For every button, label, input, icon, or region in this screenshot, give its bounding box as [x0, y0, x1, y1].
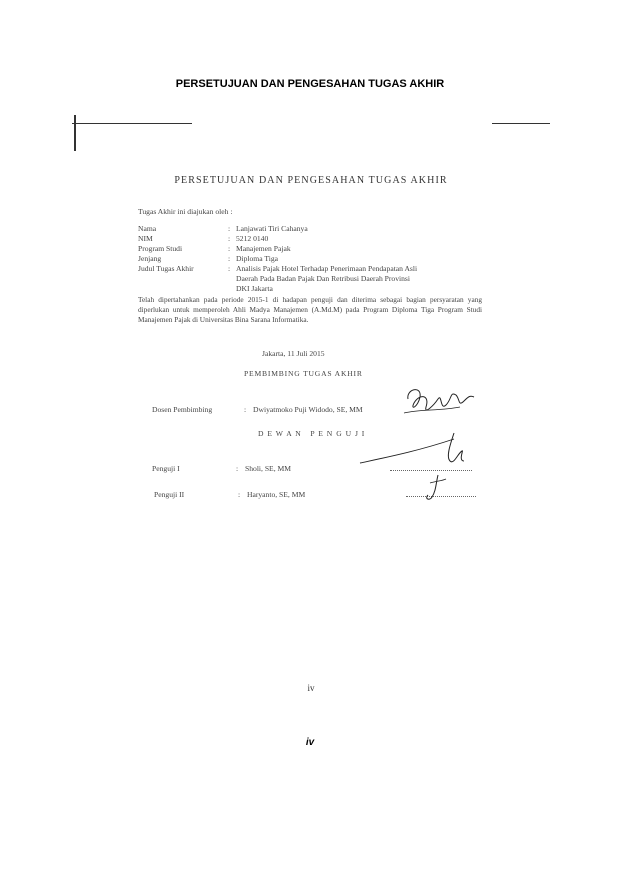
scanned-page	[72, 113, 550, 713]
page-number: iv	[305, 737, 315, 748]
field-value: Lanjawati Tiri Cahanya	[236, 224, 308, 233]
signature-image	[400, 381, 480, 421]
scanned-page-number: iv	[307, 683, 315, 693]
place-date: Jakarta, 11 Juli 2015	[262, 349, 325, 358]
examiner-label: Penguji I	[152, 464, 180, 473]
field-colon: :	[244, 405, 247, 414]
signature-image	[358, 431, 478, 471]
examiner-name: Sholi, SE, MM	[245, 464, 291, 473]
supervisor-label: Dosen Pembimbing	[152, 405, 213, 414]
page-title: PERSETUJUAN DAN PENGESAHAN TUGAS AKHIR	[175, 78, 445, 90]
field-value: Analisis Pajak Hotel Terhadap Penerimaan Pendapatan Asli	[236, 264, 418, 273]
field-value: DKI Jakarta	[236, 284, 273, 293]
examiners-heading: D E W A N P E N G U J I	[258, 429, 366, 438]
field-value: 5212 0140	[236, 234, 269, 243]
field-label: Jenjang	[138, 254, 162, 263]
field-colon: :	[228, 224, 231, 233]
field-colon: :	[238, 490, 241, 499]
supervisor-name: Dwiyatmoko Puji Widodo, SE, MM	[253, 405, 363, 414]
examiner-name: Haryanto, SE, MM	[247, 490, 306, 499]
field-colon: :	[228, 254, 231, 263]
field-label: Program Studi	[138, 244, 183, 253]
field-label: Nama	[138, 224, 157, 233]
field-label: NIM	[138, 234, 153, 243]
field-colon: :	[228, 234, 231, 243]
examiner-label: Penguji II	[154, 490, 185, 499]
field-value: Manajemen Pajak	[236, 244, 291, 253]
approval-paragraph: Telah dipertahankan pada periode 2015-1 di hadapan penguji dan diterima sebagai bagian persyaratan yang diperlukan untuk memperoleh Ahli Madya Manajemen (A.Md.M) pada Program Diploma Tiga Program Studi Manajemen Pajak di Universitas Bina Sarana Informatika.	[138, 295, 482, 325]
field-value: Diploma Tiga	[236, 254, 278, 263]
scan-edge-mark	[74, 115, 76, 151]
field-label: Judul Tugas Akhir	[138, 264, 194, 273]
document-title: PERSETUJUAN DAN PENGESAHAN TUGAS AKHIR	[174, 175, 448, 186]
scan-edge-line	[72, 123, 192, 124]
field-colon: :	[228, 264, 231, 273]
scan-edge-line	[492, 123, 550, 124]
signature-image	[420, 473, 450, 503]
supervisor-heading: PEMBIMBING TUGAS AKHIR	[244, 369, 363, 378]
field-value: Daerah Pada Badan Pajak Dan Retribusi Daerah Provinsi	[236, 274, 410, 283]
intro-text: Tugas Akhir ini diajukan oleh :	[138, 207, 233, 216]
field-colon: :	[236, 464, 239, 473]
field-colon: :	[228, 244, 231, 253]
